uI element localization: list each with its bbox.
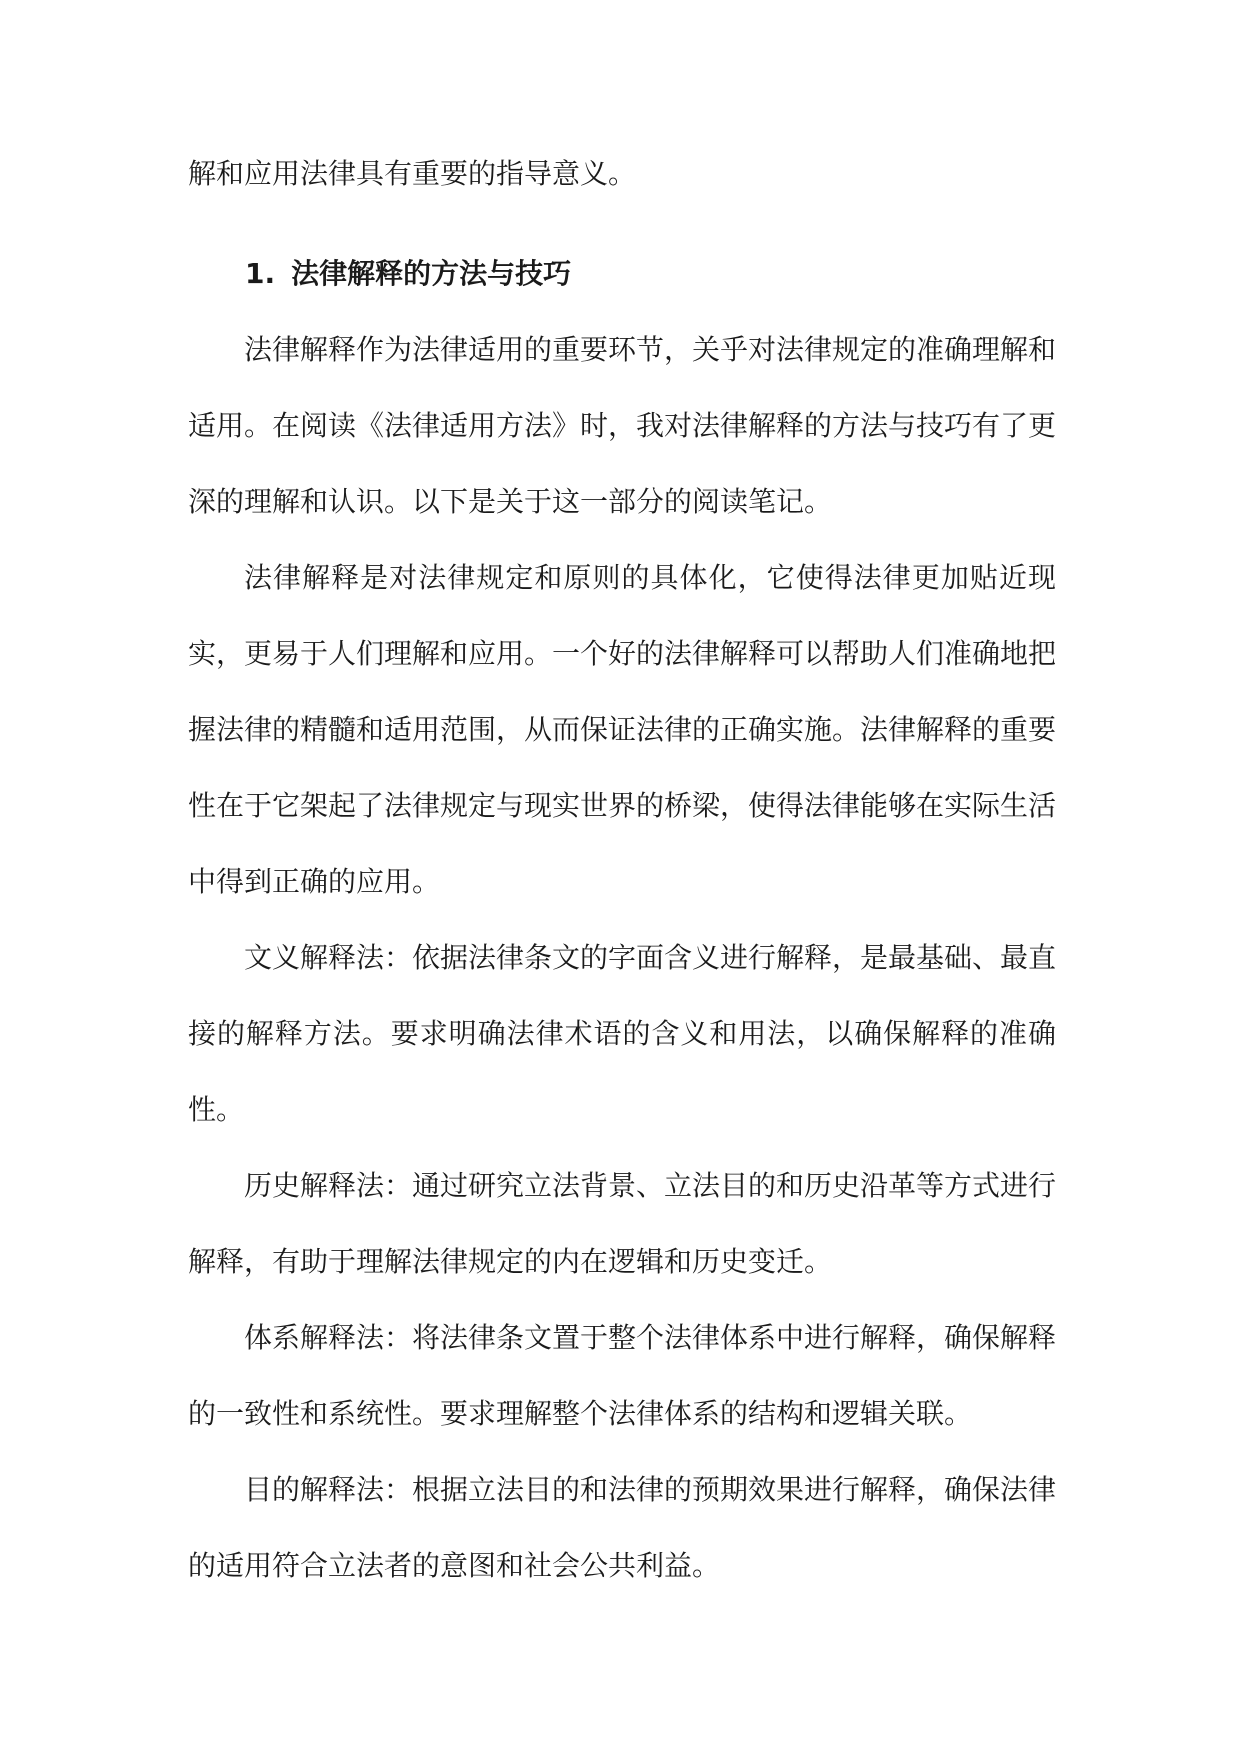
paragraph: 目的解释法：根据立法目的和法律的预期效果进行解释，确保法律的适用符合立法者的意图和社会公共利益。 [188,1473,1057,1582]
section-title: 法律解释的方法与技巧 [291,257,572,290]
paragraph: 历史解释法：通过研究立法背景、立法目的和历史沿革等方式进行解释，有助于理解法律规定的内在逻辑和历史变迁。 [188,1169,1057,1278]
continuation-text: 解和应用法律具有重要的指导意义。 [188,157,637,190]
section-heading [188,236,1056,312]
document-body [188,136,1056,1604]
paragraph: 法律解释作为法律适用的重要环节，关乎对法律规定的准确理解和适用。在阅读《法律适用方法》时，我对法律解释的方法与技巧有了更深的理解和认识。以下是关于这一部分的阅读笔记。 [188,333,1057,518]
paragraph: 法律解释是对法律规定和原则的具体化，它使得法律更加贴近现实，更易于人们理解和应用。一个好的法律解释可以帮助人们准确地把握法律的精髓和适用范围，从而保证法律的正确实施。法律解释的重要性在于它架起了法律规定与现实世界的桥梁，使得法律能够在实际生活中得到正确的应用。 [188,561,1057,898]
paragraph: 体系解释法：将法律条文置于整个法律体系中进行解释，确保解释的一致性和系统性。要求理解整个法律体系的结构和逻辑关联。 [188,1321,1057,1430]
paragraph: 文义解释法：依据法律条文的字面含义进行解释，是最基础、最直接的解释方法。要求明确法律术语的含义和用法，以确保解释的准确性。 [188,941,1057,1126]
section-number: 1. [245,257,276,290]
